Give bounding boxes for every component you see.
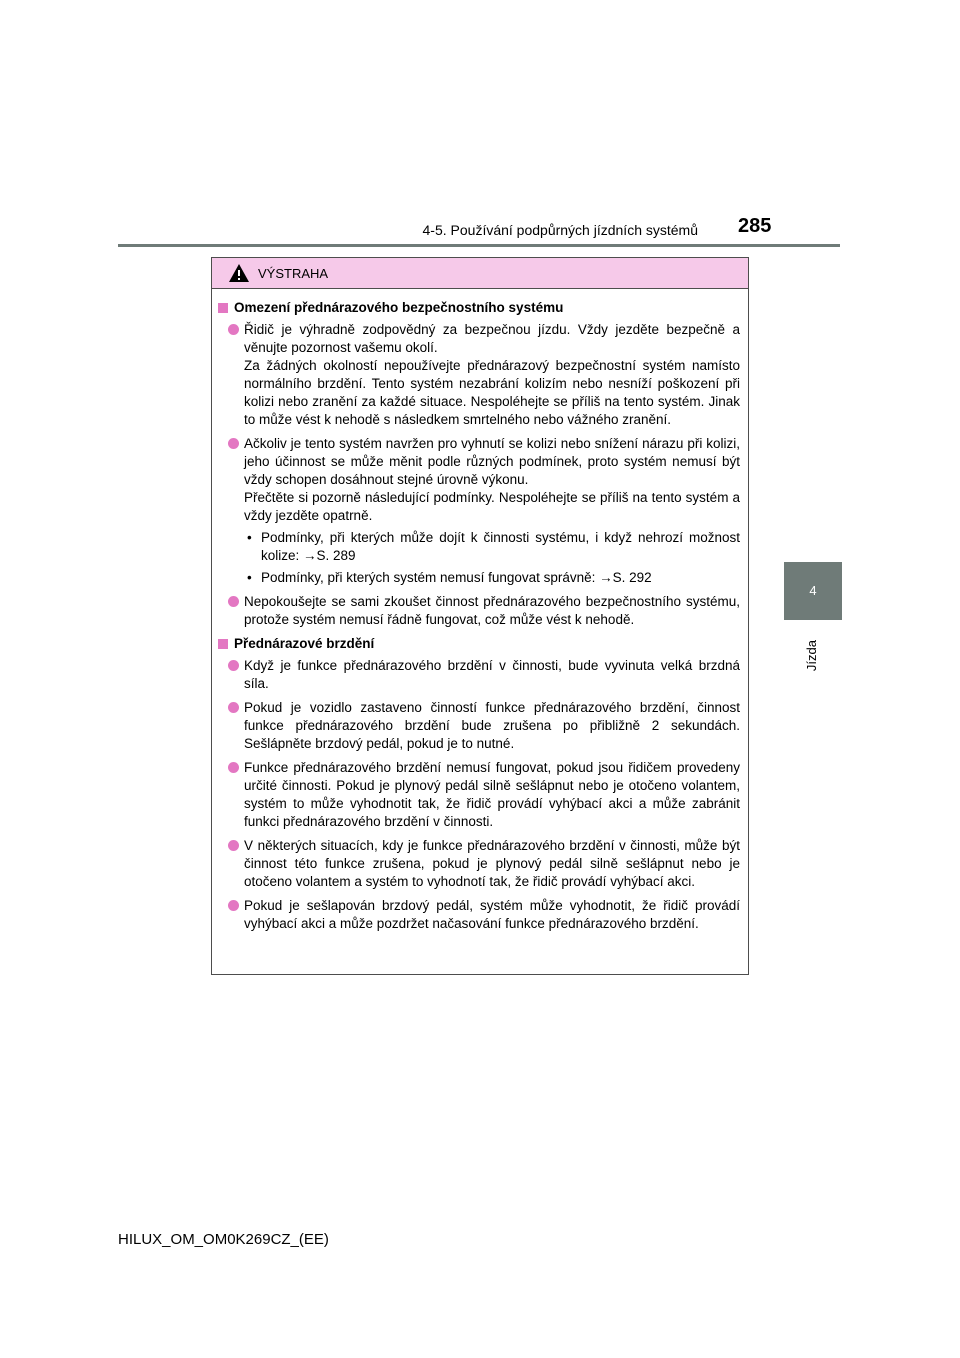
- warning-title: VÝSTRAHA: [258, 265, 329, 281]
- list-item: [228, 593, 740, 629]
- list-item: [228, 897, 740, 933]
- round-bullet-icon: [228, 900, 239, 911]
- round-bullet-icon: [228, 840, 239, 851]
- round-bullet-icon: [228, 324, 239, 335]
- paragraph: Ačkoliv je tento systém navržen pro vyhnutí se kolizi nebo snížení nárazu při kolizi, jeho účinnost se může měnit podle různých podmínek, proto systém nemusí být vždy schopen dosáhnout stejné úrovně výkonu.: [244, 436, 740, 487]
- paragraph: V některých situacích, kdy je funkce přednárazového brzdění v činnosti, může být činnost této funkce zrušena, pokud je plynový pedál silně sešlápnut nebo je otočeno volantem a systém to vyhodnotí tak, že řidič provádí vyhýbací akci.: [244, 838, 740, 889]
- section-title: 4-5. Používání podpůrných jízdních systémů: [422, 222, 698, 238]
- warning-triangle-icon: [228, 263, 250, 283]
- paragraph: Nepokoušejte se sami zkoušet činnost přednárazového bezpečnostního systému, protože systém nemusí řádně fungovat, což může vést k nehodě.: [244, 594, 740, 627]
- list-item-text: [244, 759, 740, 831]
- list-item: [228, 837, 740, 891]
- warning-header: [212, 258, 748, 289]
- section-heading: [218, 299, 740, 317]
- square-bullet-icon: [218, 303, 228, 313]
- header-divider: [118, 244, 840, 247]
- sub-list-item: [244, 569, 740, 587]
- sub-list-item-text: Podmínky, při kterých může dojít k činnosti systému, i když nehrozí možnost kolize: →S. 289: [261, 530, 740, 563]
- round-bullet-icon: [228, 660, 239, 671]
- round-bullet-icon: [228, 596, 239, 607]
- warning-box: [211, 257, 749, 975]
- list-item-text: [244, 699, 740, 753]
- round-bullet-icon: [228, 702, 239, 713]
- round-bullet-icon: [228, 438, 239, 449]
- list-item-text: [244, 837, 740, 891]
- page-number: 285: [738, 215, 772, 237]
- chapter-tab: 4: [784, 562, 842, 620]
- warning-body: [212, 289, 748, 933]
- list-item-text: [244, 657, 740, 693]
- round-bullet-icon: [228, 762, 239, 773]
- paragraph: Přečtěte si pozorně následující podmínky. Nespoléhejte se příliš na tento systém a vždy jezděte opatrně.: [244, 490, 740, 523]
- list-item: [228, 657, 740, 693]
- paragraph: Když je funkce přednárazového brzdění v činnosti, bude vyvinuta velká brzdná síla.: [244, 658, 740, 691]
- sub-bullet-icon: •: [247, 530, 252, 545]
- section-heading-text: Omezení přednárazového bezpečnostního systému: [234, 300, 564, 315]
- sub-bullet-icon: •: [247, 570, 252, 585]
- list-item: [228, 321, 740, 429]
- paragraph: Řidič je výhradně zodpovědný za bezpečnou jízdu. Vždy jezděte bezpečně a věnujte pozornost vašemu okolí.: [244, 322, 740, 355]
- section-heading-text: Přednárazové brzdění: [234, 636, 375, 651]
- sub-list-item: [244, 529, 740, 565]
- list-item-text: [244, 435, 740, 587]
- list-item-text: [244, 897, 740, 933]
- section-heading: [218, 635, 740, 653]
- paragraph: Funkce přednárazového brzdění nemusí fungovat, pokud jsou řidičem provedeny určité činnosti. Pokud je plynový pedál silně sešlápnut nebo je otočeno volantem, systém to může vyhodnotit tak, že řidič provádí vyhýbací akci a může zabránit funkci přednárazového brzdění v činnosti.: [244, 760, 740, 829]
- chapter-label: Jízda: [804, 640, 819, 672]
- list-item-text: [244, 593, 740, 629]
- square-bullet-icon: [218, 639, 228, 649]
- paragraph: Pokud je sešlapován brzdový pedál, systém může vyhodnotit, že řidič provádí vyhýbací akci a může pozdržet načasování funkce přednárazového brzdění.: [244, 898, 740, 931]
- list-item: [228, 435, 740, 587]
- paragraph: Pokud je vozidlo zastaveno činností funkce přednárazového brzdění, činnost funkce přednárazového brzdění bude zrušena po přibližně 2 sekundách. Sešlápněte brzdový pedál, pokud je to nutné.: [244, 700, 740, 751]
- document-code: HILUX_OM_OM0K269CZ_(EE): [118, 1231, 329, 1248]
- list-item: [228, 759, 740, 831]
- list-item: [228, 699, 740, 753]
- list-item-text: [244, 321, 740, 429]
- paragraph: Za žádných okolností nepoužívejte přednárazový bezpečnostní systém namísto normálního brzdění. Tento systém nezabrání kolizím nebo nesníží poškození při kolizi nebo zranění za každé situace. Nespoléhejte se příliš na tento systém. Jinak to může vést k nehodě s následkem smrtelného nebo vážného zranění.: [244, 358, 740, 427]
- sub-list-item-text: Podmínky, při kterých systém nemusí fungovat správně: →S. 292: [261, 570, 652, 585]
